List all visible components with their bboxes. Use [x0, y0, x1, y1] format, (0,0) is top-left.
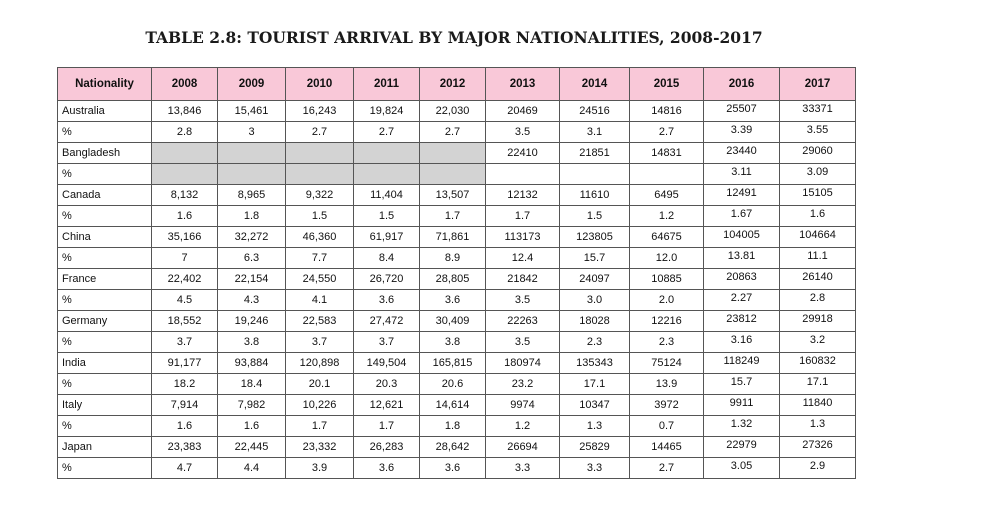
value-cell: 2.3 [560, 332, 630, 353]
nationality-cell: % [58, 164, 152, 185]
value-cell [560, 164, 630, 185]
value-cell: 1.8 [420, 416, 486, 437]
value-cell: 24,550 [286, 269, 354, 290]
value-cell: 3.0 [560, 290, 630, 311]
value-cell: 3.6 [354, 458, 420, 479]
value-cell: 18.2 [152, 374, 218, 395]
nationality-cell: % [58, 290, 152, 311]
value-cell: 32,272 [218, 227, 286, 248]
value-cell: 24516 [560, 101, 630, 122]
value-cell: 6495 [630, 185, 704, 206]
column-header-2016: 2016 [704, 68, 780, 101]
table-row [58, 248, 856, 269]
value-cell: 2.8 [780, 290, 856, 311]
value-cell [152, 143, 218, 164]
value-cell [354, 143, 420, 164]
value-cell: 18028 [560, 311, 630, 332]
table-row [58, 143, 856, 164]
value-cell: 160832 [780, 353, 856, 374]
value-cell: 71,861 [420, 227, 486, 248]
value-cell: 1.32 [704, 416, 780, 437]
nationality-cell: China [58, 227, 152, 248]
value-cell: 18,552 [152, 311, 218, 332]
value-cell [420, 143, 486, 164]
value-cell: 3.5 [486, 290, 560, 311]
value-cell: 3.5 [486, 332, 560, 353]
value-cell: 3.1 [560, 122, 630, 143]
value-cell: 104005 [704, 227, 780, 248]
value-cell: 28,642 [420, 437, 486, 458]
value-cell: 3.6 [420, 458, 486, 479]
value-cell: 23.2 [486, 374, 560, 395]
value-cell: 10885 [630, 269, 704, 290]
value-cell: 13,507 [420, 185, 486, 206]
nationality-cell: France [58, 269, 152, 290]
value-cell: 1.5 [560, 206, 630, 227]
value-cell: 1.2 [630, 206, 704, 227]
value-cell [286, 143, 354, 164]
value-cell: 3.3 [560, 458, 630, 479]
value-cell: 28,805 [420, 269, 486, 290]
value-cell: 1.7 [420, 206, 486, 227]
column-header-2013: 2013 [486, 68, 560, 101]
value-cell: 2.3 [630, 332, 704, 353]
value-cell: 4.1 [286, 290, 354, 311]
value-cell: 2.7 [420, 122, 486, 143]
table-row [58, 311, 856, 332]
value-cell: 149,504 [354, 353, 420, 374]
value-cell: 22,583 [286, 311, 354, 332]
table-row [58, 227, 856, 248]
value-cell: 93,884 [218, 353, 286, 374]
value-cell: 23,383 [152, 437, 218, 458]
value-cell: 118249 [704, 353, 780, 374]
value-cell: 3.11 [704, 164, 780, 185]
value-cell [286, 164, 354, 185]
value-cell: 25507 [704, 101, 780, 122]
column-header-2012: 2012 [420, 68, 486, 101]
nationality-cell: % [58, 248, 152, 269]
value-cell: 4.7 [152, 458, 218, 479]
value-cell: 19,824 [354, 101, 420, 122]
table-row [58, 458, 856, 479]
value-cell: 22,154 [218, 269, 286, 290]
value-cell: 75124 [630, 353, 704, 374]
value-cell: 13.9 [630, 374, 704, 395]
table-title: TABLE 2.8: TOURIST ARRIVAL BY MAJOR NATIONALITIES, 2008-2017 [145, 28, 763, 47]
value-cell: 26140 [780, 269, 856, 290]
table-row [58, 353, 856, 374]
value-cell: 17.1 [780, 374, 856, 395]
nationality-cell: Italy [58, 395, 152, 416]
column-header-2011: 2011 [354, 68, 420, 101]
value-cell: 17.1 [560, 374, 630, 395]
value-cell: 1.5 [354, 206, 420, 227]
value-cell: 3.8 [420, 332, 486, 353]
value-cell: 15.7 [704, 374, 780, 395]
value-cell: 9911 [704, 395, 780, 416]
value-cell: 3.8 [218, 332, 286, 353]
column-header-2014: 2014 [560, 68, 630, 101]
value-cell: 15105 [780, 185, 856, 206]
value-cell: 22,445 [218, 437, 286, 458]
column-header-2009: 2009 [218, 68, 286, 101]
value-cell: 1.7 [354, 416, 420, 437]
value-cell: 3.7 [354, 332, 420, 353]
value-cell: 1.67 [704, 206, 780, 227]
value-cell: 1.5 [286, 206, 354, 227]
value-cell: 23440 [704, 143, 780, 164]
value-cell: 3.5 [486, 122, 560, 143]
column-header-2017: 2017 [780, 68, 856, 101]
value-cell [354, 164, 420, 185]
value-cell: 12216 [630, 311, 704, 332]
column-header-2008: 2008 [152, 68, 218, 101]
value-cell: 0.7 [630, 416, 704, 437]
column-header-2010: 2010 [286, 68, 354, 101]
table-body [58, 101, 856, 479]
value-cell: 26,720 [354, 269, 420, 290]
value-cell: 91,177 [152, 353, 218, 374]
table-row [58, 374, 856, 395]
table-row [58, 332, 856, 353]
value-cell: 10,226 [286, 395, 354, 416]
value-cell: 15,461 [218, 101, 286, 122]
nationality-cell: Canada [58, 185, 152, 206]
value-cell: 180974 [486, 353, 560, 374]
value-cell: 13,846 [152, 101, 218, 122]
value-cell: 29060 [780, 143, 856, 164]
value-cell: 33371 [780, 101, 856, 122]
value-cell: 1.8 [218, 206, 286, 227]
value-cell: 1.2 [486, 416, 560, 437]
table-row [58, 437, 856, 458]
value-cell: 8.9 [420, 248, 486, 269]
value-cell: 2.7 [630, 122, 704, 143]
value-cell: 26,283 [354, 437, 420, 458]
table-row [58, 101, 856, 122]
value-cell: 20.6 [420, 374, 486, 395]
value-cell: 20.3 [354, 374, 420, 395]
value-cell: 14816 [630, 101, 704, 122]
value-cell: 4.4 [218, 458, 286, 479]
value-cell: 8,965 [218, 185, 286, 206]
column-header-2015: 2015 [630, 68, 704, 101]
value-cell: 12491 [704, 185, 780, 206]
value-cell: 1.6 [780, 206, 856, 227]
value-cell: 9974 [486, 395, 560, 416]
value-cell: 3.2 [780, 332, 856, 353]
value-cell: 3.3 [486, 458, 560, 479]
value-cell: 25829 [560, 437, 630, 458]
value-cell: 15.7 [560, 248, 630, 269]
table-row [58, 185, 856, 206]
value-cell [218, 164, 286, 185]
value-cell: 11610 [560, 185, 630, 206]
nationality-cell: % [58, 458, 152, 479]
value-cell: 7 [152, 248, 218, 269]
value-cell: 18.4 [218, 374, 286, 395]
header-row [58, 68, 856, 101]
nationality-cell: % [58, 332, 152, 353]
value-cell: 2.0 [630, 290, 704, 311]
value-cell: 1.6 [152, 416, 218, 437]
value-cell: 22979 [704, 437, 780, 458]
value-cell: 12132 [486, 185, 560, 206]
value-cell: 1.3 [780, 416, 856, 437]
tourist-arrival-table [57, 67, 856, 479]
value-cell: 7.7 [286, 248, 354, 269]
value-cell: 7,982 [218, 395, 286, 416]
value-cell: 1.3 [560, 416, 630, 437]
value-cell [218, 143, 286, 164]
value-cell: 3.05 [704, 458, 780, 479]
value-cell: 4.5 [152, 290, 218, 311]
nationality-cell: % [58, 374, 152, 395]
value-cell: 12.4 [486, 248, 560, 269]
table-row [58, 416, 856, 437]
value-cell [420, 164, 486, 185]
value-cell: 3.6 [354, 290, 420, 311]
value-cell: 3.7 [152, 332, 218, 353]
value-cell: 20.1 [286, 374, 354, 395]
value-cell: 7,914 [152, 395, 218, 416]
value-cell: 3.9 [286, 458, 354, 479]
table-row [58, 206, 856, 227]
value-cell: 135343 [560, 353, 630, 374]
value-cell: 29918 [780, 311, 856, 332]
value-cell: 3.6 [420, 290, 486, 311]
nationality-cell: Japan [58, 437, 152, 458]
table-row [58, 290, 856, 311]
value-cell: 2.7 [354, 122, 420, 143]
value-cell: 27,472 [354, 311, 420, 332]
value-cell: 23,332 [286, 437, 354, 458]
value-cell: 10347 [560, 395, 630, 416]
value-cell: 4.3 [218, 290, 286, 311]
value-cell: 11840 [780, 395, 856, 416]
value-cell: 3.09 [780, 164, 856, 185]
value-cell: 12.0 [630, 248, 704, 269]
nationality-cell: % [58, 206, 152, 227]
column-header-nationality: Nationality [58, 68, 152, 101]
value-cell: 20469 [486, 101, 560, 122]
value-cell [630, 164, 704, 185]
value-cell: 2.7 [286, 122, 354, 143]
nationality-cell: % [58, 416, 152, 437]
value-cell: 3.39 [704, 122, 780, 143]
nationality-cell: Bangladesh [58, 143, 152, 164]
value-cell: 21842 [486, 269, 560, 290]
value-cell: 11.1 [780, 248, 856, 269]
value-cell: 30,409 [420, 311, 486, 332]
table-row [58, 395, 856, 416]
value-cell: 3972 [630, 395, 704, 416]
value-cell [152, 164, 218, 185]
value-cell: 64675 [630, 227, 704, 248]
value-cell: 165,815 [420, 353, 486, 374]
nationality-cell: % [58, 122, 152, 143]
value-cell: 14,614 [420, 395, 486, 416]
table-row [58, 164, 856, 185]
value-cell: 1.7 [286, 416, 354, 437]
value-cell: 3 [218, 122, 286, 143]
value-cell: 123805 [560, 227, 630, 248]
value-cell: 3.16 [704, 332, 780, 353]
value-cell: 20863 [704, 269, 780, 290]
value-cell [486, 164, 560, 185]
value-cell: 1.7 [486, 206, 560, 227]
value-cell: 14465 [630, 437, 704, 458]
value-cell: 2.27 [704, 290, 780, 311]
table-row [58, 269, 856, 290]
value-cell: 24097 [560, 269, 630, 290]
value-cell: 3.55 [780, 122, 856, 143]
value-cell: 104664 [780, 227, 856, 248]
value-cell: 14831 [630, 143, 704, 164]
nationality-cell: Australia [58, 101, 152, 122]
value-cell: 3.7 [286, 332, 354, 353]
value-cell: 61,917 [354, 227, 420, 248]
value-cell: 11,404 [354, 185, 420, 206]
value-cell: 22,402 [152, 269, 218, 290]
value-cell: 8,132 [152, 185, 218, 206]
value-cell: 1.6 [218, 416, 286, 437]
value-cell: 6.3 [218, 248, 286, 269]
value-cell: 19,246 [218, 311, 286, 332]
value-cell: 46,360 [286, 227, 354, 248]
value-cell: 35,166 [152, 227, 218, 248]
nationality-cell: Germany [58, 311, 152, 332]
value-cell: 13.81 [704, 248, 780, 269]
value-cell: 9,322 [286, 185, 354, 206]
value-cell: 2.9 [780, 458, 856, 479]
value-cell: 22410 [486, 143, 560, 164]
value-cell: 113173 [486, 227, 560, 248]
value-cell: 1.6 [152, 206, 218, 227]
value-cell: 21851 [560, 143, 630, 164]
value-cell: 2.8 [152, 122, 218, 143]
value-cell: 23812 [704, 311, 780, 332]
value-cell: 12,621 [354, 395, 420, 416]
value-cell: 120,898 [286, 353, 354, 374]
table-row [58, 122, 856, 143]
value-cell: 16,243 [286, 101, 354, 122]
nationality-cell: India [58, 353, 152, 374]
value-cell: 8.4 [354, 248, 420, 269]
value-cell: 27326 [780, 437, 856, 458]
value-cell: 26694 [486, 437, 560, 458]
value-cell: 22,030 [420, 101, 486, 122]
value-cell: 22263 [486, 311, 560, 332]
value-cell: 2.7 [630, 458, 704, 479]
